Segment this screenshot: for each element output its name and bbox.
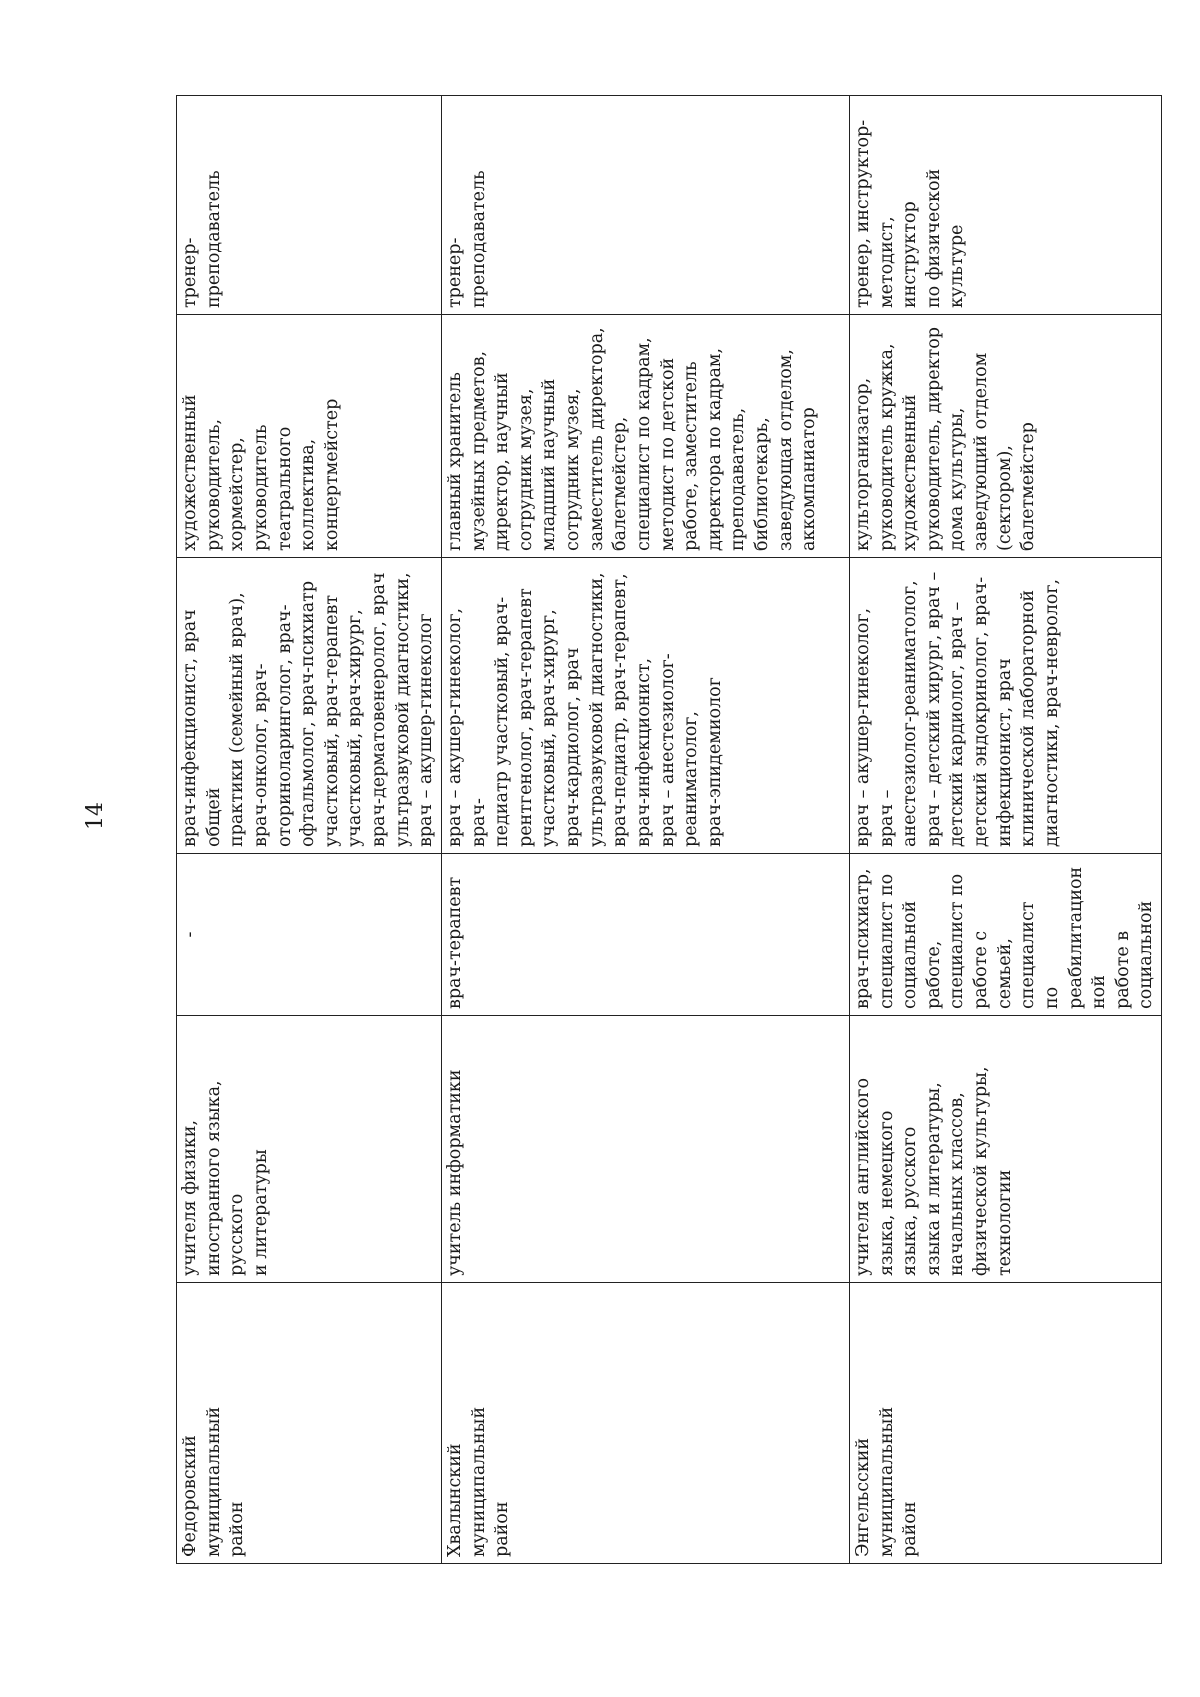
doctors-cell: врач-инфекционист, врач общей практики (семейный врач), врач-онколог, врач- оториноларинголог, врач- офтальмолог, врач-психиатр участковый, врач-терапевт участковый, врач-хирург, врач-дерматовенеролог, врач ультразвуковой диагностики, врач – акушер-гинеколог [177, 558, 442, 854]
table-row [441, 96, 849, 1564]
district-cell: Хвалынский муниципальный район [441, 1283, 849, 1564]
teachers-cell: учителя английского языка, немецкого языка, русского языка и литературы, начальных классов, физической культуры, технологии [849, 1016, 1161, 1283]
sport-cell: тренер- преподаватель [177, 96, 442, 315]
vacancies-table [176, 95, 1162, 1564]
social-cell: врач-терапевт [441, 854, 849, 1016]
social-cell: - [177, 854, 442, 1016]
doctors-cell: врач – акушер-гинеколог, врач – анестезиолог-реаниматолог, врач – детский хирург, врач – детский кардиолог, врач – детский эндокринолог, врач- инфекционист, врач клинической лабораторной диагностики, врач-невролог, [849, 558, 1161, 854]
doctors-cell: врач – акушер-гинеколог, врач- педиатр участковый, врач- рентгенолог, врач-терапевт участковый, врач-хирург, врач-кардиолог, врач ультразвуковой диагностики, врач-педиатр, врач-терапевт, врач-инфекционист, врач – анестезиолог-реаниматолог, врач-эпидемиолог [441, 558, 849, 854]
teachers-cell: учителя физики, иностранного языка, русского и литературы [177, 1016, 442, 1283]
sport-cell: тренер, инструктор- методист, инструктор по физической культуре [849, 96, 1161, 315]
table-row [849, 96, 1161, 1564]
district-cell: Энгельсский муниципальный район [849, 1283, 1161, 1564]
culture-cell: главный хранитель музейных предметов, директор, научный сотрудник музея, младший научный сотрудник музея, заместитель директора, балетмейстер, специалист по кадрам, методист по детской работе, заместитель директора по кадрам, преподаватель, библиотекарь, заведующая отделом, аккомпаниатор [441, 315, 849, 558]
culture-cell: культорганизатор, руководитель кружка, художественный руководитель, директор дома культуры, заведующий отделом (сектором), балетмейстер [849, 315, 1161, 558]
sport-cell: тренер- преподаватель [441, 96, 849, 315]
table-row [177, 96, 442, 1564]
social-cell: врач-психиатр, специалист по социальной работе, специалист по работе с семьей, специалист по реабилитационной работе в социальной [849, 854, 1161, 1016]
teachers-cell: учитель информатики [441, 1016, 849, 1283]
page-number: 14 [83, 802, 108, 830]
rotated-table-wrapper [176, 96, 1157, 1564]
culture-cell: художественный руководитель, хормейстер, руководитель театрального коллектива, концертмейстер [177, 315, 442, 558]
district-cell: Федоровский муниципальный район [177, 1283, 442, 1564]
